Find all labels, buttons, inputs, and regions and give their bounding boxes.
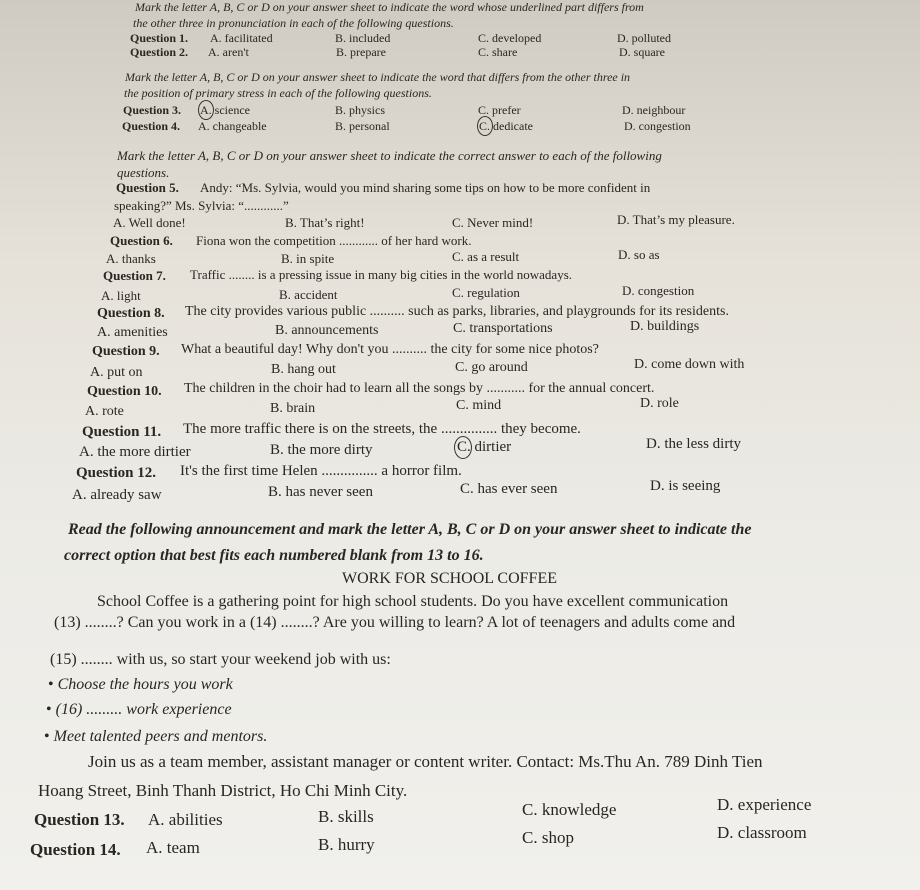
q1-label: Question 1. [130,31,189,45]
q13-option-d: D. experience [717,795,812,814]
q8-stem: The city provides various public .......... such as parks, libraries, and playgrounds for its residents. [185,304,729,319]
q7-option-a: A. light [101,288,141,303]
q2-label: Question 2. [130,45,189,59]
bullet3-text: Meet talented peers and mentors. [53,728,268,745]
q3-label: Question 3. [123,103,182,117]
q9-option-b: B. hang out [271,362,336,377]
q12-label: Question 12. [76,465,157,481]
q5-option-d: D. That’s my pleasure. [617,212,735,227]
q4-option-c: C. dedicate [479,119,533,133]
q11-option-a: A. the more dirtier [79,444,191,460]
q13-label: Question 13. [34,810,125,829]
q10-option-c: C. mind [456,398,502,413]
q6-option-d: D. so as [618,247,660,262]
q1-option-b: B. included [335,31,391,45]
q8-option-b: B. announcements [275,323,379,338]
q14-option-c: C. shop [522,828,574,847]
bullet1-text: Choose the hours you work [57,676,233,693]
q6-stem: Fiona won the competition ............ of her hard work. [196,233,472,248]
q7-option-b: B. accident [279,287,338,302]
q14-label: Question 14. [30,840,121,859]
q3-option-c: C. prefer [478,103,521,117]
q5-stem-line1: Andy: “Ms. Sylvia, would you mind sharing some tips on how to be more confident in [200,180,651,195]
q14-option-d: D. classroom [717,823,807,842]
q10-stem: The children in the choir had to learn all the songs by ........... for the annual concert. [184,381,655,396]
q5-option-a: A. Well done! [113,215,186,230]
q10-option-b: B. brain [270,401,316,416]
q2-option-c: C. share [478,45,518,59]
q7-option-d: D. congestion [622,283,695,298]
q9-option-d: D. come down with [634,357,745,372]
section2-instruction-line2: the position of primary stress in each of the following questions. [124,86,432,100]
announcement-paragraph-line3: (15) ........ with us, so start your weekend job with us: [50,651,391,668]
q9-label: Question 9. [92,344,160,359]
q8-option-c: C. transportations [453,321,553,336]
section2-instruction-line1: Mark the letter A, B, C or D on your answer sheet to indicate the word that differs from the other three in [125,70,631,84]
q11-stem: The more traffic there is on the streets, the ............... they become. [183,421,581,437]
q4-option-b: B. personal [335,119,390,133]
q6-option-c: C. as a result [452,249,520,264]
q13-option-b: B. skills [318,807,374,826]
q13-option-a: A. abilities [148,810,223,829]
announcement-contact-line1: Join us as a team member, assistant manager or content writer. Contact: Ms.Thu An. 789 Dinh Tien [88,752,763,771]
q14-option-b: B. hurry [318,835,375,854]
q4-label: Question 4. [122,119,181,133]
announcement-contact-line2: Hoang Street, Binh Thanh District, Ho Chi Minh City. [38,781,408,800]
q9-option-a: A. put on [90,365,143,380]
q6-option-b: B. in spite [281,251,335,266]
q4-option-a: A. changeable [198,119,267,133]
q1-option-a: A. facilitated [210,31,273,45]
q6-option-a: A. thanks [106,251,156,266]
q12-option-b: B. has never seen [268,484,373,500]
bullet-list-item-3: • Meet talented peers and mentors. [44,728,268,745]
q7-option-c: C. regulation [452,285,520,300]
q4-option-d: D. congestion [624,119,691,133]
q11-option-c: C. dirtier [457,439,512,455]
announcement-paragraph-line1: School Coffee is a gathering point for high school students. Do you have excellent communication [97,593,729,610]
q14-option-a: A. team [146,838,200,857]
q7-stem: Traffic ........ is a pressing issue in many big cities in the world nowadays. [190,267,573,282]
q12-option-c: C. has ever seen [460,481,558,497]
q3-option-b: B. physics [335,103,386,117]
q2-option-d: D. square [619,45,665,59]
q11-option-d: D. the less dirty [646,436,741,452]
q12-stem: It's the first time Helen ............... a horror film. [180,463,462,479]
q3-option-a: A. science [200,103,250,117]
q9-stem: What a beautiful day! Why don't you .......... the city for some nice photos? [181,342,599,357]
q10-label: Question 10. [87,384,162,399]
section4-instruction-line1: Read the following announcement and mark the letter A, B, C or D on your answer sheet to indicate the [68,521,752,538]
bullet-list-item-1: • Choose the hours you work [48,676,233,693]
q8-option-a: A. amenities [97,325,168,340]
q5-label: Question 5. [116,180,179,195]
q12-option-d: D. is seeing [650,478,721,494]
section3-instruction-line2: questions. [117,165,170,180]
section1-instruction-line2: the other three in pronunciation in each of the following questions. [133,16,454,30]
q11-label: Question 11. [82,424,162,440]
q2-option-a: A. aren't [208,45,249,59]
q1-option-c: C. developed [478,31,542,45]
q10-option-a: A. rote [85,404,124,419]
section4-instruction-line2: correct option that best fits each numbered blank from 13 to 16. [64,547,484,564]
section1-instruction-line1: Mark the letter A, B, C or D on your answer sheet to indicate the word whose underlined part differs from [135,0,644,14]
q11-option-b: B. the more dirty [270,442,373,458]
q2-option-b: B. prepare [336,45,386,59]
bullet-list-item-2: • (16) ......... work experience [46,701,232,718]
q12-option-a: A. already saw [72,487,162,503]
q9-option-c: C. go around [455,360,528,375]
q8-option-d: D. buildings [630,319,700,334]
q10-option-d: D. role [640,396,679,411]
announcement-paragraph-line2: (13) ........? Can you work in a (14) ........? Are you willing to learn? A lot of teenagers and adults come and [54,614,736,631]
section3-instruction-line1: Mark the letter A, B, C or D on your answer sheet to indicate the correct answer to each of the following [117,148,662,163]
q13-option-c: C. knowledge [522,800,617,819]
q5-option-b: B. That’s right! [285,215,365,230]
q5-option-c: C. Never mind! [452,215,534,230]
q3-option-d: D. neighbour [622,103,686,117]
q7-label: Question 7. [103,268,166,283]
announcement-title: WORK FOR SCHOOL COFFEE [342,570,557,587]
q5-stem-line2: speaking?” Ms. Sylvia: “............” [114,198,289,213]
q8-label: Question 8. [97,306,165,321]
q6-label: Question 6. [110,233,173,248]
q1-option-d: D. polluted [617,31,671,45]
bullet2-text: (16) ......... work experience [55,701,232,718]
